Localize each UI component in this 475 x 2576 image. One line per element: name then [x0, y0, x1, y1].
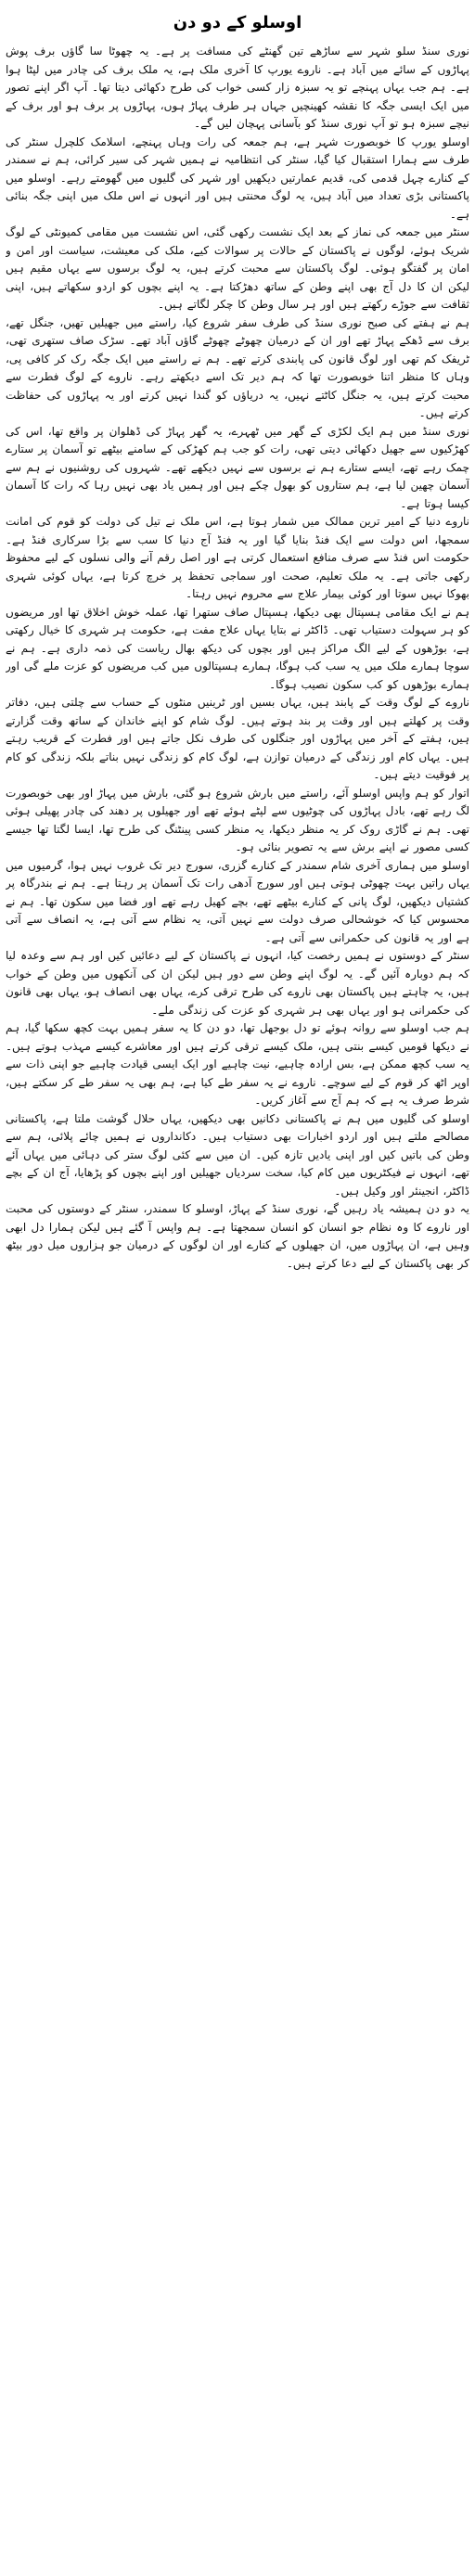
article-paragraph: اوسلو کی گلیوں میں ہم نے پاکستانی دکانیں بھی دیکھیں، یہاں حلال گوشت ملتا ہے، پاکستانی مصالحے ملتے ہیں اور اردو اخبارات بھی دستیاب ہیں۔ دکانداروں نے ہمیں چائے پلائی، ہم سے وطن کی باتیں کیں اور اپنی یادیں تازہ کیں۔ ان میں سے کئی لوگ ستر کی دہائی میں یہاں آئے تھے، انہوں نے فیکٹریوں میں کام کیا، سخت سردیاں جھیلیں اور اپنے بچوں کو پڑھایا، آج ان کے بچے ڈاکٹر، انجینئر اور وکیل ہیں۔ — [6, 1111, 469, 1198]
article-paragraph: یہ دو دن ہمیشہ یاد رہیں گے، نوری سنڈ کے پہاڑ، اوسلو کا سمندر، سنٹر کے دوستوں کی محبت اور ناروے کا وہ نظام جو انسان کو انسان سمجھتا ہے۔ ہم واپس آ گئے ہیں لیکن ہمارا دل ابھی وہیں ہے، ان پہاڑوں میں، ان جھیلوں کے کنارے اور ان لوگوں کے درمیان جو ہزاروں میل دور بیٹھ کر بھی پاکستان کے لیے دعا کرتے ہیں۔ — [6, 1202, 469, 1270]
article-paragraph: اتوار کو ہم واپس اوسلو آئے، راستے میں بارش شروع ہو گئی، بارش میں پہاڑ اور بھی خوبصورت لگ رہے تھے، بادل پہاڑوں کی چوٹیوں سے لپٹے ہوئے تھے اور جھیلوں پر دھند کی چادر پھیلی ہوئی تھی۔ ہم نے گاڑی روک کر یہ منظر دیکھا، یہ منظر کسی پینٹنگ کی طرح تھا، ایسا لگتا تھا جیسے کسی مصور نے اپنے برش سے یہ تصویر بنائی ہو۔ — [6, 786, 469, 853]
article-paragraph: اوسلو یورپ کا خوبصورت شہر ہے، ہم جمعہ کی رات وہاں پہنچے، اسلامک کلچرل سنٹر کی طرف سے ہمارا استقبال کیا گیا، سنٹر کی انتظامیہ نے ہمیں شہر کی سیر کرائی، ہم نے سمندر کے کنارے چہل قدمی کی، قدیم عمارتیں دیکھیں اور شہر کی گلیوں میں گھومتے رہے۔ اوسلو میں پاکستانی بڑی تعداد میں آباد ہیں، یہ لوگ محنتی ہیں اور انہوں نے اس ملک میں اپنی جگہ بنائی ہے۔ — [6, 135, 469, 221]
article-paragraph: ناروے دنیا کے امیر ترین ممالک میں شمار ہوتا ہے، اس ملک نے تیل کی دولت کو قوم کی امانت سمجھا، اس دولت سے ایک فنڈ بنایا گیا اور یہ فنڈ آج دنیا کا سب سے بڑا سرکاری فنڈ ہے۔ حکومت اس فنڈ سے صرف منافع استعمال کرتی ہے اور اصل رقم آنے والی نسلوں کے لیے محفوظ رکھی جاتی ہے۔ یہ ملک تعلیم، صحت اور سماجی تحفظ پر خرچ کرتا ہے، یہاں کوئی شہری بھوکا نہیں سوتا اور کوئی بیمار علاج سے محروم نہیں رہتا۔ — [6, 515, 469, 600]
article-body — [6, 43, 469, 2566]
article-paragraph: نوری سنڈ میں ہم ایک لکڑی کے گھر میں ٹھہرے، یہ گھر پہاڑ کی ڈھلوان پر واقع تھا، اس کی کھڑکیوں سے جھیل دکھائی دیتی تھی، رات کو جب ہم کھڑکی کے سامنے بیٹھے تو آسمان پر ستارے چمک رہے تھے، ایسے ستارے ہم نے برسوں سے نہیں دیکھے تھے۔ شہروں کی روشنیوں نے ہم سے آسمان چھین لیا ہے، ہم ستاروں کو بھول چکے ہیں اور ہمیں یاد بھی نہیں رہا کہ رات کا آسمان کیسا ہوتا ہے۔ — [6, 424, 469, 510]
article-paragraph: ہم جب اوسلو سے روانہ ہوئے تو دل بوجھل تھا، دو دن کا یہ سفر ہمیں بہت کچھ سکھا گیا، ہم نے دیکھا قومیں کیسے بنتی ہیں، ملک کیسے ترقی کرتے ہیں اور معاشرے کیسے مہذب ہوتے ہیں۔ یہ سب کچھ ممکن ہے، بس ارادہ چاہیے، نیت چاہیے اور ایک ایسی قیادت چاہیے جو اپنی ذات سے اوپر اٹھ کر قوم کے لیے سوچے۔ ناروے نے یہ سفر طے کیا ہے، ہم بھی یہ سفر طے کر سکتے ہیں، شرط صرف یہ ہے کہ ہم آج سے آغاز کریں۔ — [6, 1021, 469, 1107]
article-paragraph: سنٹر کے دوستوں نے ہمیں رخصت کیا، انہوں نے پاکستان کے لیے دعائیں کیں اور ہم سے وعدہ لیا کہ ہم دوبارہ آئیں گے۔ یہ لوگ اپنے وطن سے دور ہیں لیکن ان کی آنکھوں میں وطن کے خواب ہیں، یہ چاہتے ہیں پاکستان بھی ناروے کی طرح ترقی کرے، یہاں بھی انصاف ہو، یہاں بھی قانون کی حکمرانی ہو اور یہاں بھی ہر شہری کو عزت کی زندگی ملے۔ — [6, 949, 469, 1017]
article-paragraph: اوسلو میں ہماری آخری شام سمندر کے کنارے گزری، سورج دیر تک غروب نہیں ہوا، گرمیوں میں یہاں راتیں بہت چھوٹی ہوتی ہیں اور سورج آدھی رات تک آسمان پر رہتا ہے۔ ہم نے بندرگاہ پر کشتیاں دیکھیں، لوگ پانی کے کنارے بیٹھے تھے، بچے کھیل رہے تھے اور فضا میں سکون تھا۔ ہم نے محسوس کیا کہ خوشحالی صرف دولت سے نہیں آتی، یہ نظام سے آتی ہے، یہ انصاف سے آتی ہے اور یہ قانون کی حکمرانی سے آتی ہے۔ — [6, 858, 469, 944]
article-paragraph: ہم نے ہفتے کی صبح نوری سنڈ کی طرف سفر شروع کیا، راستے میں جھیلیں تھیں، جنگل تھے، برف سے ڈھکے پہاڑ تھے اور ان کے درمیان چھوٹے چھوٹے گاؤں آباد تھے۔ سڑک صاف ستھری تھی، ٹریفک کم تھی اور لوگ قانون کی پابندی کرتے تھے۔ ہم نے راستے میں ایک جگہ رک کر کافی پی، وہاں کا منظر اتنا خوبصورت تھا کہ ہم دیر تک اسے دیکھتے رہے۔ ناروے کے لوگ فطرت سے محبت کرتے ہیں، یہ جنگل کاٹتے نہیں، یہ دریاؤں کو گندا نہیں کرتے اور یہ پہاڑوں کی حفاظت کرتے ہیں۔ — [6, 315, 469, 419]
article-paragraph: نوری سنڈ سلو شہر سے ساڑھے تین گھنٹے کی مسافت پر ہے۔ یہ چھوٹا سا گاؤں برف پوش پہاڑوں کے سائے میں آباد ہے۔ ناروے یورپ کا آخری ملک ہے، یہ ملک برف کی چادر میں لپٹا ہوا ہے۔ ہم جب یہاں پہنچے تو یہ سبزہ زار کسی خواب کی طرح دکھائی دیتا تھا۔ آپ اگر اپنے تصور میں ایک ایسی جگہ کا نقشہ کھینچیں جہاں ہر طرف پہاڑ ہوں، پہاڑوں پر برف ہو اور برف کے نیچے سبزہ ہو تو آپ نوری سنڈ کو بآسانی پہچان لیں گے۔ — [6, 45, 469, 130]
article-paragraph: سنٹر میں جمعہ کی نماز کے بعد ایک نشست رکھی گئی، اس نشست میں مقامی کمیونٹی کے لوگ شریک ہوئے، لوگوں نے پاکستان کے حالات پر سوالات کیے، ملک کی معیشت، سیاست اور امن و امان پر گفتگو ہوئی۔ لوگ پاکستان سے محبت کرتے ہیں، یہ لوگ برسوں سے یہاں مقیم ہیں لیکن ان کا دل آج بھی اپنے وطن کے ساتھ دھڑکتا ہے۔ یہ اپنے بچوں کو اردو سکھاتے ہیں، اپنی ثقافت سے جوڑے رکھتے ہیں اور ہر سال وطن کا چکر لگاتے ہیں۔ — [6, 225, 469, 311]
article-title: اوسلو کے دو دن — [173, 13, 302, 32]
article-paragraph: ناروے کے لوگ وقت کے پابند ہیں، یہاں بسیں اور ٹرینیں منٹوں کے حساب سے چلتی ہیں، دفاتر وقت پر کھلتے ہیں اور وقت پر بند ہوتے ہیں۔ لوگ شام کو اپنے خاندان کے ساتھ وقت گزارتے ہیں، ہفتے کے آخر میں پہاڑوں اور جنگلوں کی طرف نکل جاتے ہیں اور فطرت کے قریب رہتے ہیں۔ یہاں کام اور زندگی کے درمیان توازن ہے، لوگ کام کو زندگی نہیں بناتے بلکہ زندگی کو کام پر فوقیت دیتے ہیں۔ — [6, 696, 469, 781]
article-paragraph: ہم نے ایک مقامی ہسپتال بھی دیکھا، ہسپتال صاف ستھرا تھا، عملہ خوش اخلاق تھا اور مریضوں کو ہر سہولت دستیاب تھی۔ ڈاکٹر نے بتایا یہاں علاج مفت ہے، حکومت ہر شہری کا خیال رکھتی ہے، بوڑھوں کے لیے الگ مراکز ہیں اور بچوں کی دیکھ بھال ریاست کی ذمہ داری ہے۔ ہم نے سوچا ہمارے ملک میں یہ سب کب ہوگا، ہمارے ہسپتالوں میں کب مریضوں کو عزت ملے گی اور ہمارے بوڑھوں کو کب سکون نصیب ہوگا۔ — [6, 605, 469, 691]
